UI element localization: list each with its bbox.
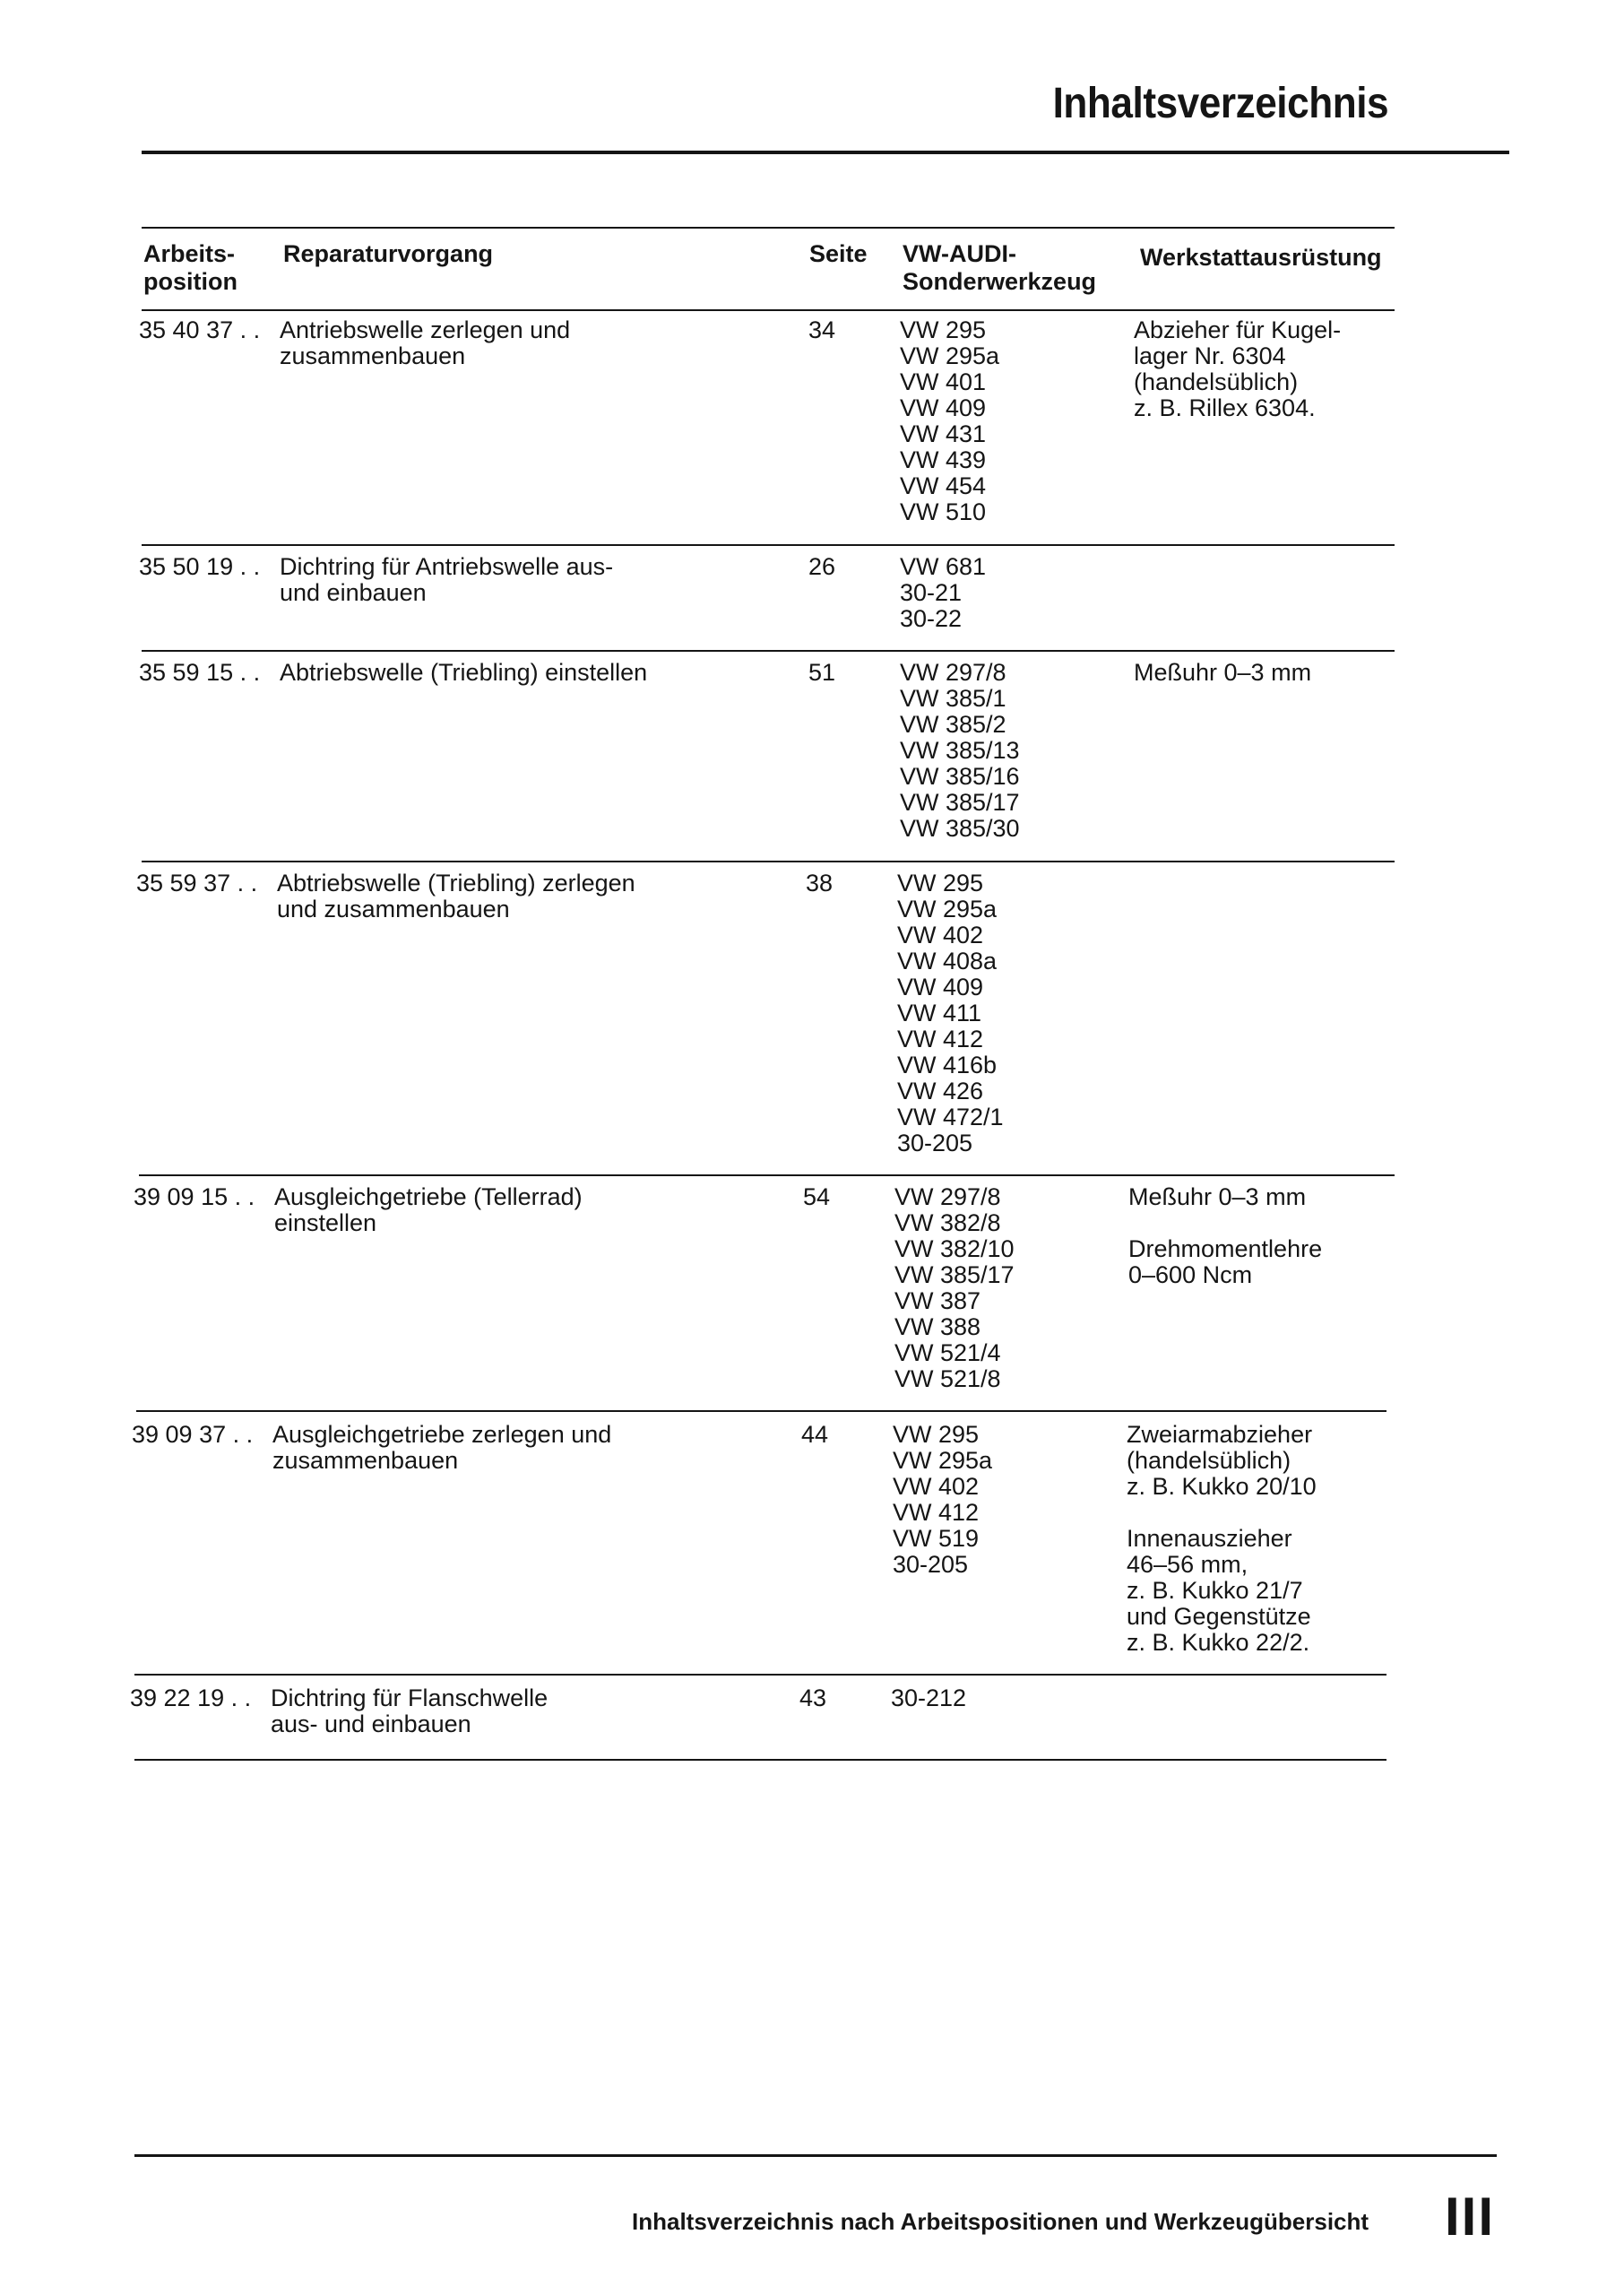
tool-item: VW 388 xyxy=(894,1313,981,1340)
row-page: 51 xyxy=(808,659,836,686)
row-description: Antriebswelle zerlegen und zusammenbauen xyxy=(280,316,571,369)
tool-item: VW 385/1 xyxy=(900,685,1006,712)
tool-item: VW 401 xyxy=(900,368,987,395)
row-position: 35 59 15 . . xyxy=(139,659,261,686)
tool-item: VW 385/17 xyxy=(900,789,1020,816)
tool-item: VW 297/8 xyxy=(894,1183,1001,1210)
row-separator xyxy=(134,1674,1386,1676)
row-page: 26 xyxy=(808,553,836,580)
row-position: 39 22 19 . . xyxy=(130,1684,252,1711)
tool-item: VW 295 xyxy=(897,870,984,896)
row-separator xyxy=(142,544,1395,546)
row-tools xyxy=(900,660,1020,842)
tool-item: VW 521/4 xyxy=(894,1339,1001,1366)
row-description: Ausgleichgetriebe (Tellerrad) einstellen xyxy=(274,1183,583,1236)
row-page: 34 xyxy=(808,316,836,343)
equipment-item: Zweiarmabzieher (handelsüblich) z. B. Kukko 20/10 xyxy=(1127,1421,1317,1500)
tool-item: 30-22 xyxy=(900,605,963,632)
tool-item: VW 295a xyxy=(897,896,998,922)
footer-caption: Inhaltsverzeichnis nach Arbeitspositionen und Werkzeugübersicht xyxy=(632,2208,1369,2235)
table-header-rule xyxy=(142,309,1395,311)
tool-item: VW 521/8 xyxy=(894,1365,1001,1392)
tool-item: VW 408a xyxy=(897,948,998,974)
title-rule xyxy=(142,151,1509,154)
equipment-item: Drehmomentlehre 0–600 Ncm xyxy=(1128,1235,1323,1288)
tool-item: VW 439 xyxy=(900,446,987,473)
row-tools xyxy=(900,317,999,525)
row-position: 35 59 37 . . xyxy=(136,870,258,896)
row-separator xyxy=(142,861,1395,862)
tool-item: VW 472/1 xyxy=(897,1104,1004,1130)
row-tools xyxy=(894,1184,1015,1392)
tool-item: 30-205 xyxy=(897,1130,973,1156)
tool-item: VW 510 xyxy=(900,498,987,525)
tool-item: VW 385/2 xyxy=(900,711,1006,738)
row-separator xyxy=(134,1759,1386,1761)
equipment-item: Meßuhr 0–3 mm xyxy=(1134,659,1312,686)
footer-rule xyxy=(134,2154,1497,2157)
row-equipment xyxy=(1134,317,1438,447)
row-tools xyxy=(893,1422,992,1578)
tool-item: VW 295a xyxy=(900,342,1000,369)
tool-item: VW 681 xyxy=(900,553,987,580)
equipment-item: Abzieher für Kugel- lager Nr. 6304 (handelsüblich) z. B. Rillex 6304. xyxy=(1134,316,1342,421)
tool-item: VW 295 xyxy=(893,1421,980,1448)
row-description: Ausgleichgetriebe zerlegen und zusammenbauen xyxy=(272,1421,612,1474)
tool-item: VW 409 xyxy=(900,394,987,421)
row-description: Dichtring für Flanschwelle aus- und einbauen xyxy=(271,1684,549,1737)
tool-item: VW 402 xyxy=(893,1473,980,1500)
header-position: Arbeits- position xyxy=(143,240,238,295)
row-tools xyxy=(897,870,1004,1156)
tool-item: VW 385/30 xyxy=(900,815,1020,842)
tool-item: 30-21 xyxy=(900,579,963,606)
tool-item: VW 402 xyxy=(897,922,984,948)
row-separator xyxy=(139,1174,1395,1176)
tool-item: VW 385/13 xyxy=(900,737,1020,764)
tool-item: VW 387 xyxy=(894,1287,981,1314)
row-page: 54 xyxy=(803,1183,831,1210)
header-page: Seite xyxy=(809,240,868,267)
tool-item: VW 295 xyxy=(900,316,987,343)
tool-item: VW 295a xyxy=(893,1447,993,1474)
row-position: 39 09 15 . . xyxy=(134,1183,255,1210)
tool-item: VW 412 xyxy=(897,1026,984,1052)
tool-item: VW 382/8 xyxy=(894,1209,1001,1236)
tool-item: VW 412 xyxy=(893,1499,980,1526)
page-title: Inhaltsverzeichnis xyxy=(1052,80,1388,127)
tool-item: VW 416b xyxy=(897,1052,998,1078)
tool-item: VW 297/8 xyxy=(900,659,1006,686)
equipment-item: Innenauszieher 46–56 mm, z. B. Kukko 21/7 und Gegenstütze z. B. Kukko 22/2. xyxy=(1127,1525,1311,1656)
header-equipment: Werkstattausrüstung xyxy=(1140,244,1382,271)
tool-item: 30-212 xyxy=(891,1684,967,1711)
tool-item: VW 385/16 xyxy=(900,763,1020,790)
tool-item: VW 454 xyxy=(900,472,987,499)
row-position: 35 50 19 . . xyxy=(139,553,261,580)
row-page: 43 xyxy=(799,1684,827,1711)
row-description: Abtriebswelle (Triebling) einstellen xyxy=(280,659,648,686)
page-number: III xyxy=(1445,2187,1496,2247)
tool-item: VW 409 xyxy=(897,974,984,1000)
tool-item: VW 411 xyxy=(897,1000,982,1026)
tool-item: VW 426 xyxy=(897,1078,984,1104)
row-equipment xyxy=(1127,1422,1431,1682)
row-tools xyxy=(900,554,986,632)
row-position: 35 40 37 . . xyxy=(139,316,261,343)
row-page: 44 xyxy=(801,1421,829,1448)
header-description: Reparaturvorgang xyxy=(283,240,494,267)
row-equipment xyxy=(1134,660,1438,712)
row-tools xyxy=(891,1685,966,1711)
equipment-item: Meßuhr 0–3 mm xyxy=(1128,1183,1307,1210)
header-tools: VW-AUDI- Sonderwerkzeug xyxy=(903,240,1097,295)
table-top-rule xyxy=(142,227,1395,229)
row-position: 39 09 37 . . xyxy=(132,1421,254,1448)
row-description: Abtriebswelle (Triebling) zerlegen und zusammenbauen xyxy=(277,870,635,922)
row-description: Dichtring für Antriebswelle aus- und einbauen xyxy=(280,553,614,606)
tool-item: VW 382/10 xyxy=(894,1235,1015,1262)
row-page: 38 xyxy=(806,870,834,896)
tool-item: 30-205 xyxy=(893,1551,969,1578)
row-equipment xyxy=(1128,1184,1433,1314)
row-separator xyxy=(136,1410,1386,1412)
row-separator xyxy=(142,650,1395,652)
tool-item: VW 519 xyxy=(893,1525,980,1552)
tool-item: VW 431 xyxy=(900,420,987,447)
tool-item: VW 385/17 xyxy=(894,1261,1015,1288)
